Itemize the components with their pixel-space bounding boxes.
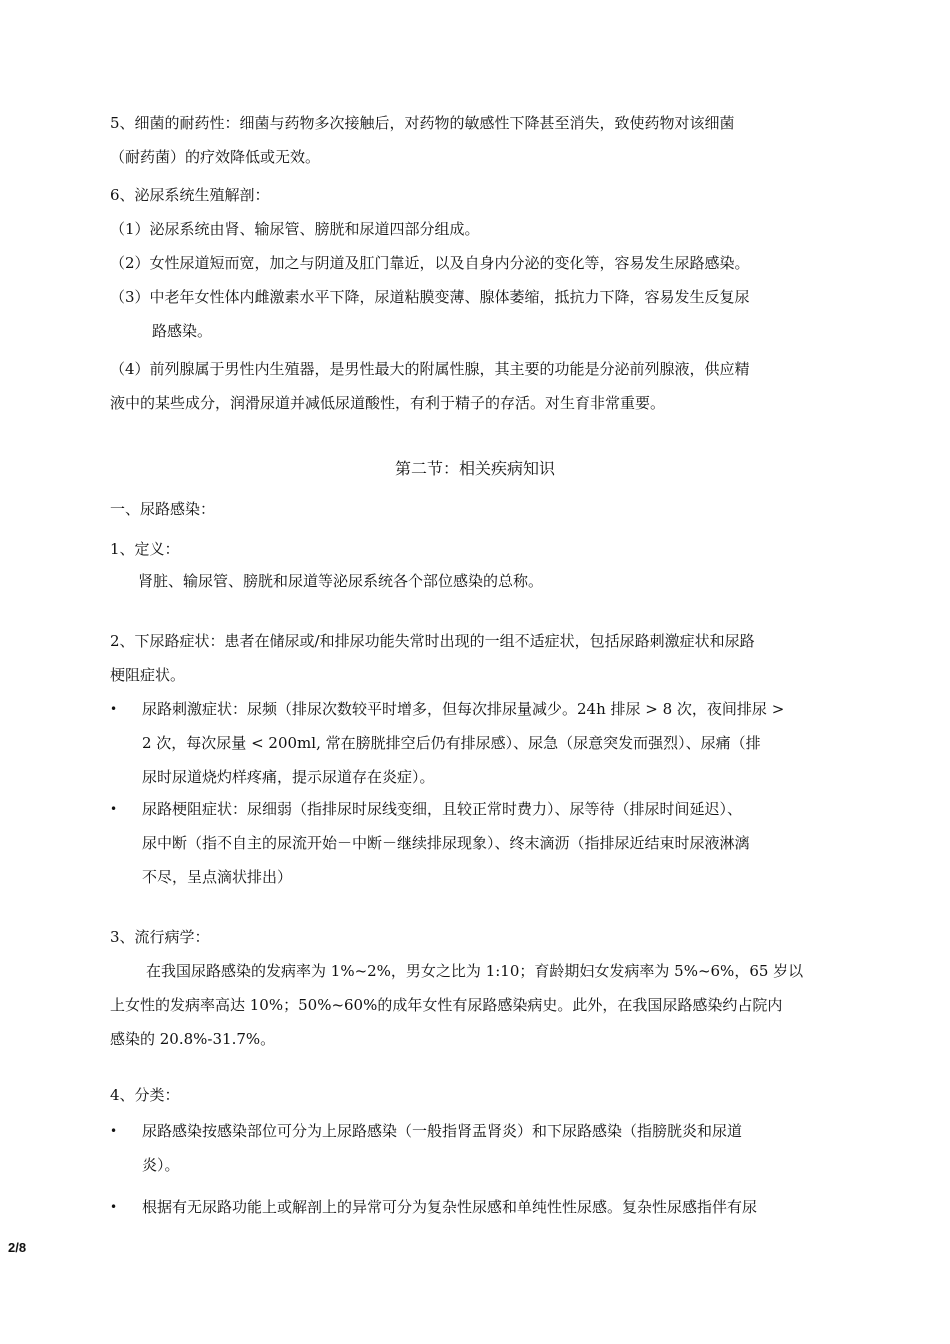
text-line: （1）泌尿系统由肾、输尿管、膀胱和尿道四部分组成。 [110, 220, 480, 238]
text-line: 肾脏、输尿管、膀胱和尿道等泌尿系统各个部位感染的总称。 [138, 572, 544, 590]
lower-urinary-symptoms [110, 624, 850, 692]
text-line: 炎）。 [142, 1156, 180, 1174]
text-line: 上女性的发病率高达 10%；50%~60%的成年女性有尿路感染病史。此外，在我国尿路感染约占院内 [110, 996, 783, 1014]
text-line: （2）女性尿道短而宽，加之与阴道及肛门靠近，以及自身内分泌的变化等，容易发生尿路感染。 [110, 254, 750, 272]
text-line: 尿时尿道烧灼样疼痛，提示尿道存在炎症）。 [142, 768, 435, 786]
text-line: 路感染。 [152, 322, 213, 340]
classification-heading [110, 1078, 850, 1112]
paragraph-drug-resistance [110, 106, 850, 174]
epidemiology-text [110, 954, 850, 1056]
definition-heading [110, 532, 850, 566]
heading-urinary-anatomy [110, 178, 850, 212]
text-line: 尿路刺激症状：尿频（排尿次数较平时增多，但每次排尿量减少。24h 排尿 > 8 次，夜间排尿 > [142, 700, 785, 718]
text-line: （耐药菌）的疗效降低或无效。 [110, 148, 321, 166]
text-line: 1、定义： [110, 540, 180, 558]
text-line: （4）前列腺属于男性内生殖器，是男性最大的附属性腺，其主要的功能是分泌前列腺液，供应精 [110, 360, 750, 378]
bullet-icon: • [110, 702, 118, 716]
text-line: 不尽，呈点滴状排出） [142, 868, 293, 886]
text-line: 一、尿路感染： [110, 500, 216, 518]
text-line: 液中的某些成分，润滑尿道并减低尿道酸性，有利于精子的存活。对生育非常重要。 [110, 394, 666, 412]
epidemiology-heading [110, 920, 850, 954]
bullet-icon: • [110, 1124, 118, 1138]
text-line: 梗阻症状。 [110, 666, 186, 684]
text-line: 尿路梗阻症状：尿细弱（指排尿时尿线变细，且较正常时费力）、尿等待（排尿时间延迟）、 [142, 800, 743, 818]
anatomy-item-2 [110, 246, 850, 280]
text-line: （3）中老年女性体内雌激素水平下降，尿道粘膜变薄、腺体萎缩，抵抗力下降，容易发生反复尿 [110, 288, 750, 306]
anatomy-item-3 [110, 280, 850, 348]
text-line: 6、泌尿系统生殖解剖： [110, 186, 270, 204]
text-line: 4、分类： [110, 1086, 180, 1104]
text-line: 在我国尿路感染的发病率为 1%~2%，男女之比为 1:10；育龄期妇女发病率为 5%~6%，65 岁以 [146, 962, 804, 980]
text-line: 感染的 20.8%-31.7%。 [110, 1030, 276, 1048]
definition-text [138, 564, 850, 598]
text-line: 尿中断（指不自主的尿流开始－中断－继续排尿现象）、终末滴沥（指排尿近结束时尿液淋漓 [142, 834, 750, 852]
bullet-icon: • [110, 802, 118, 816]
bullet-icon: • [110, 1200, 118, 1214]
text-line: 2、下尿路症状：患者在储尿或/和排尿功能失常时出现的一组不适症状，包括尿路刺激症状和尿路 [110, 632, 755, 650]
text-line: 5、细菌的耐药性：细菌与药物多次接触后，对药物的敏感性下降甚至消失，致使药物对该细菌 [110, 114, 735, 132]
anatomy-item-1 [110, 212, 850, 246]
page-number: 2/8 [8, 1240, 27, 1255]
subsection-uti [110, 492, 850, 526]
text-line: 根据有无尿路功能上或解剖上的异常可分为复杂性尿感和单纯性性尿感。复杂性尿感指伴有尿 [142, 1198, 758, 1216]
text-line: 尿路感染按感染部位可分为上尿路感染（一般指肾盂肾炎）和下尿路感染（指膀胱炎和尿道 [142, 1122, 743, 1140]
anatomy-item-4 [110, 352, 850, 420]
section-title: 第二节：相关疾病知识 [394, 459, 555, 478]
text-line: 3、流行病学： [110, 928, 210, 946]
text-line: 2 次，每次尿量 < 200ml, 常在膀胱排空后仍有排尿感）、尿急（尿意突发而强烈）、尿痛（排 [142, 734, 761, 752]
